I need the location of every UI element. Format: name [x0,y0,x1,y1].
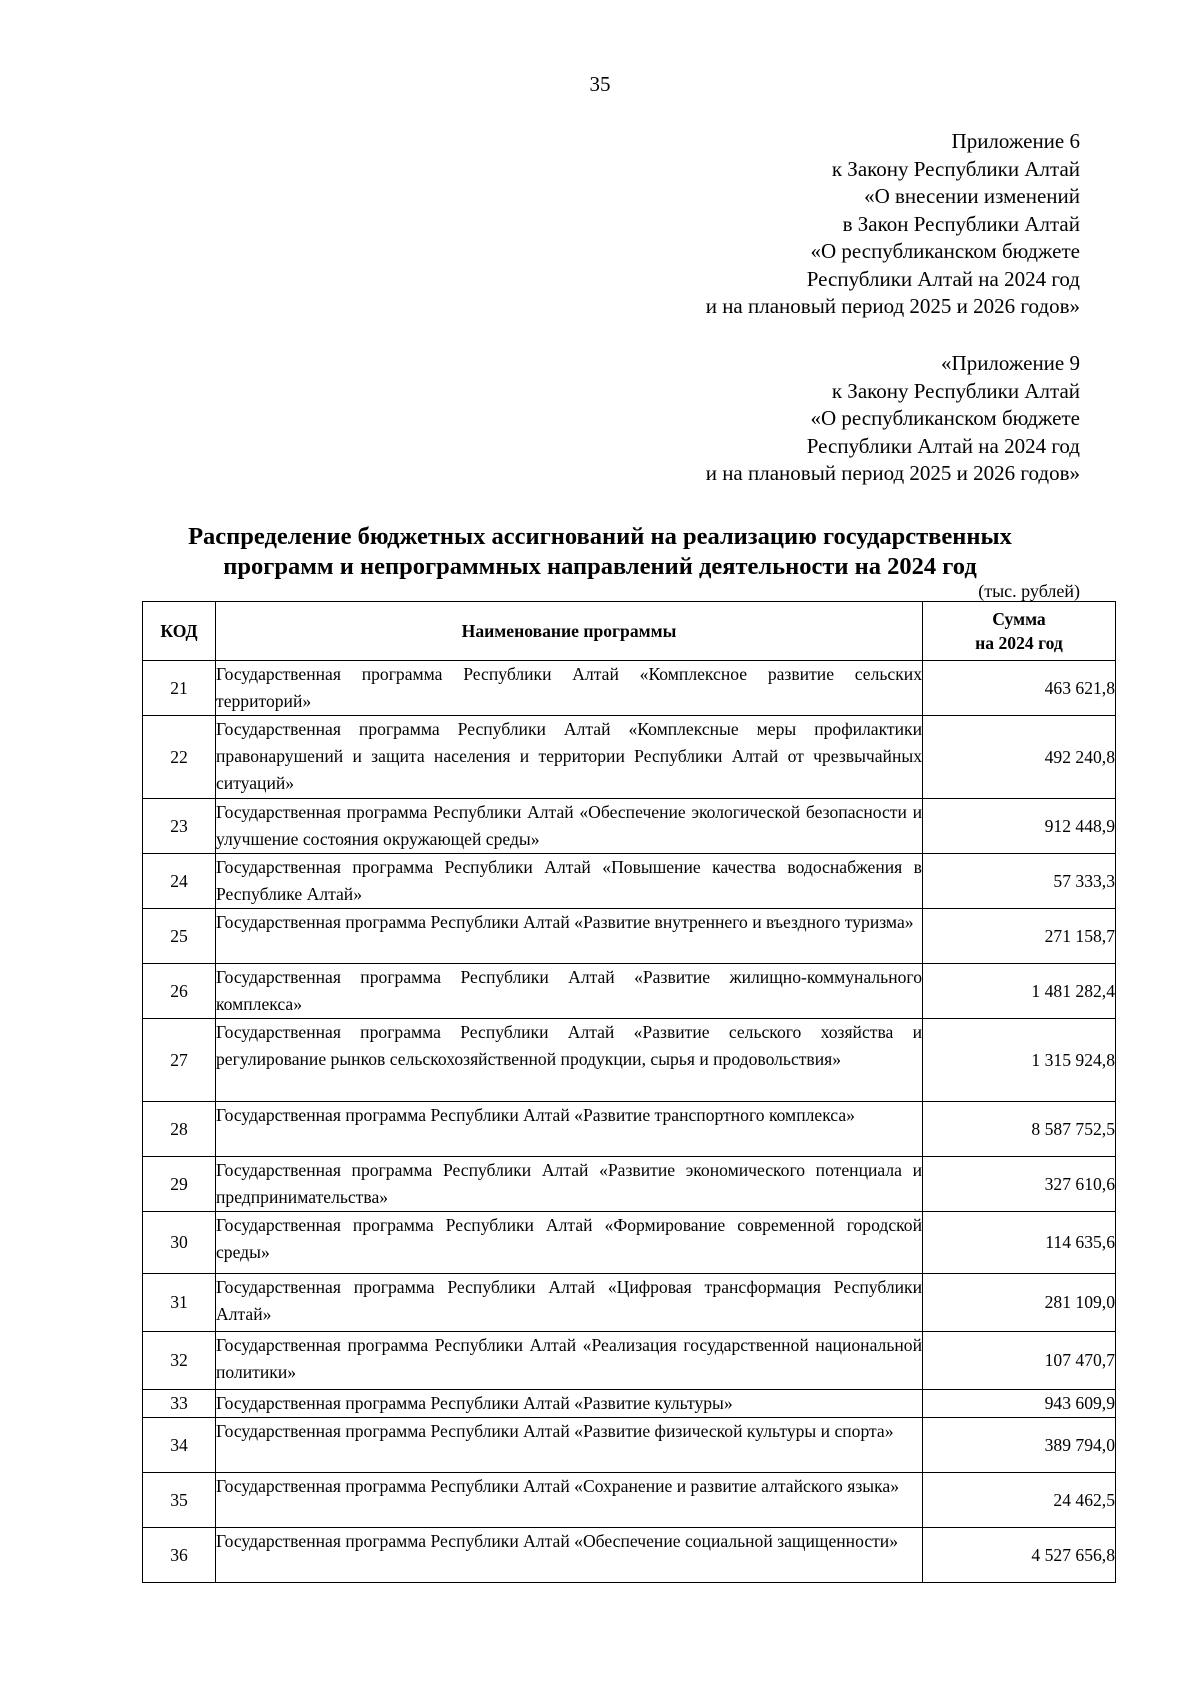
row-sum: 912 448,9 [923,799,1116,854]
row-sum: 281 109,0 [923,1274,1116,1332]
appendix-reference-main [706,128,1080,321]
budget-allocation-table [142,601,1116,1583]
table-row [143,1212,1116,1274]
appendix-line: к Закону Республики Алтай [831,378,1080,403]
row-program-name: Государственная программа Республики Алтай «Развитие физической культуры и спорта» [216,1418,923,1473]
row-program-name: Государственная программа Республики Алтай «Комплексные меры профилактики правонарушений и защита населения и территории Республики Алтай от чрезвычайных ситуаций» [216,716,923,799]
table-row [143,1102,1116,1157]
row-code: 25 [143,909,216,964]
row-sum: 463 621,8 [923,661,1116,716]
table-header-row [143,602,1116,661]
row-sum: 327 610,6 [923,1157,1116,1212]
row-sum: 271 158,7 [923,909,1116,964]
table-row [143,1528,1116,1583]
table-row [143,1418,1116,1473]
row-sum: 57 333,3 [923,854,1116,909]
row-code: 21 [143,661,216,716]
page-number: 35 [589,72,611,96]
header-program-name: Наименование программы [216,602,923,661]
row-code: 29 [143,1157,216,1212]
row-code: 24 [143,854,216,909]
appendix-line: «О внесении изменений [864,184,1080,208]
row-code: 36 [143,1528,216,1583]
header-sum-line: на 2024 год [975,633,1063,653]
row-program-name: Государственная программа Республики Алтай «Цифровая трансформация Республики Алтай» [216,1274,923,1332]
row-code: 23 [143,799,216,854]
row-sum: 114 635,6 [923,1212,1116,1274]
table-row [143,854,1116,909]
row-program-name: Государственная программа Республики Алтай «Повышение качества водоснабжения в Республике Алтай» [216,854,923,909]
row-code: 26 [143,964,216,1019]
unit-note: (тыс. рублей) [978,581,1080,601]
row-program-name: Государственная программа Республики Алтай «Развитие экономического потенциала и предпринимательства» [216,1157,923,1212]
header-code: КОД [143,602,216,661]
row-sum: 943 609,9 [923,1390,1116,1418]
row-sum: 24 462,5 [923,1473,1116,1528]
appendix-line: в Закон Республики Алтай [842,211,1080,236]
row-code: 31 [143,1274,216,1332]
row-sum: 389 794,0 [923,1418,1116,1473]
appendix-line: Республики Алтай на 2024 год [806,433,1080,458]
table-row [143,799,1116,854]
appendix-line: Республики Алтай на 2024 год [806,266,1080,291]
appendix-reference-quoted [706,350,1080,488]
row-program-name: Государственная программа Республики Алтай «Развитие внутреннего и въездного туризма» [216,909,923,964]
row-code: 28 [143,1102,216,1157]
title-line: программ и непрограммных направлений деятельности на 2024 год [223,553,977,580]
row-code: 27 [143,1019,216,1102]
table-row [143,661,1116,716]
document-title [120,522,1080,582]
appendix-line: к Закону Республики Алтай [831,156,1080,181]
row-program-name: Государственная программа Республики Алтай «Развитие сельского хозяйства и регулирование рынков сельскохозяйственной продукции, сырья и продовольствия» [216,1019,923,1102]
table-row [143,1473,1116,1528]
header-sum [923,602,1116,661]
table-row [143,1274,1116,1332]
table-row [143,964,1116,1019]
row-sum: 107 470,7 [923,1332,1116,1390]
row-sum: 8 587 752,5 [923,1102,1116,1157]
row-program-name: Государственная программа Республики Алтай «Развитие транспортного комплекса» [216,1102,923,1157]
row-code: 22 [143,716,216,799]
row-program-name: Государственная программа Республики Алтай «Обеспечение социальной защищенности» [216,1528,923,1583]
table-row [143,1390,1116,1418]
table-row [143,1332,1116,1390]
title-line: Распределение бюджетных ассигнований на реализацию государственных [188,523,1012,550]
row-sum: 4 527 656,8 [923,1528,1116,1583]
table-row [143,909,1116,964]
table-row [143,716,1116,799]
row-program-name: Государственная программа Республики Алтай «Формирование современной городской среды» [216,1212,923,1274]
row-program-name: Государственная программа Республики Алтай «Развитие жилищно-коммунального комплекса» [216,964,923,1019]
header-sum-line: Сумма [992,609,1046,629]
row-program-name: Государственная программа Республики Алтай «Сохранение и развитие алтайского языка» [216,1473,923,1528]
appendix-line: «О республиканском бюджете [810,406,1080,430]
row-code: 33 [143,1390,216,1418]
appendix-line: «Приложение 9 [941,351,1080,375]
row-program-name: Государственная программа Республики Алтай «Комплексное развитие сельских территорий» [216,661,923,716]
appendix-line: и на плановый период 2025 и 2026 годов» [705,294,1080,318]
appendix-line: «О республиканском бюджете [810,239,1080,263]
row-program-name: Государственная программа Республики Алтай «Реализация государственной национальной политики» [216,1332,923,1390]
row-program-name: Государственная программа Республики Алтай «Развитие культуры» [216,1390,923,1418]
row-program-name: Государственная программа Республики Алтай «Обеспечение экологической безопасности и улучшение состояния окружающей среды» [216,799,923,854]
row-sum: 492 240,8 [923,716,1116,799]
row-code: 35 [143,1473,216,1528]
row-code: 30 [143,1212,216,1274]
row-sum: 1 315 924,8 [923,1019,1116,1102]
appendix-line: и на плановый период 2025 и 2026 годов» [705,461,1080,485]
table-row [143,1157,1116,1212]
appendix-line: Приложение 6 [951,129,1080,153]
table-row [143,1019,1116,1102]
row-code: 32 [143,1332,216,1390]
row-code: 34 [143,1418,216,1473]
row-sum: 1 481 282,4 [923,964,1116,1019]
